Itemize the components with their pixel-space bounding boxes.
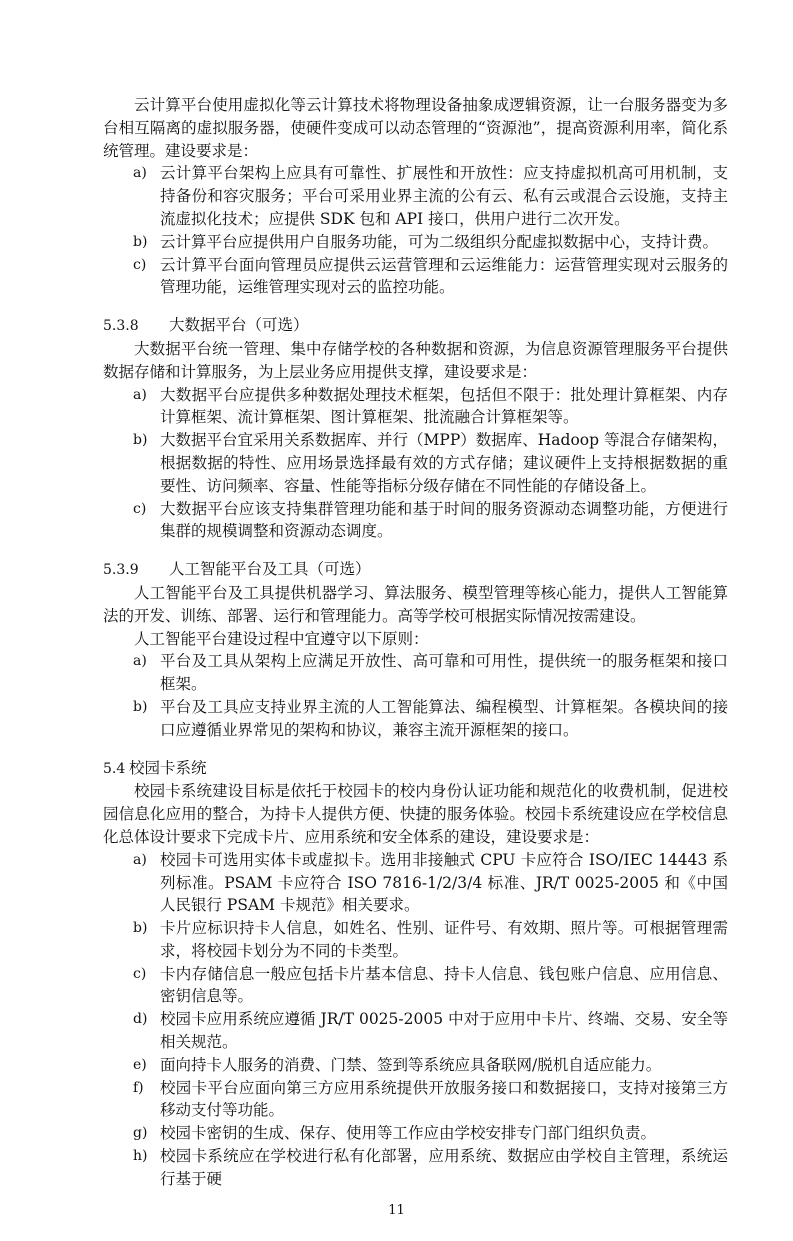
list-text: 大数据平台应提供多种数据处理技术框架，包括但不限于：批处理计算框架、内存计算框架、流计算框架、图计算框架、批流融合计算框架等。	[160, 385, 728, 427]
list-text: 面向持卡人服务的消费、门禁、签到等系统应具备联网/脱机自适应能力。	[160, 1055, 662, 1074]
list-label: d)	[133, 1011, 148, 1028]
list-label: f)	[133, 1079, 144, 1096]
section-number: 5.3.9	[103, 562, 139, 579]
list-item	[103, 650, 728, 696]
list-item	[103, 917, 728, 963]
list-label: c)	[133, 256, 147, 273]
section-title: 大数据平台（可选）	[169, 316, 309, 335]
list-item	[103, 1054, 728, 1077]
list-label: a)	[133, 165, 147, 182]
list-text: 平台及工具从架构上应满足开放性、高可靠和可用性，提供统一的服务框架和接口框架。	[160, 652, 728, 694]
list-text: 云计算平台架构上应具有可靠性、扩展性和开放性：应支持虚拟机高可用机制，支持备份和容灾服务；平台可采用业界主流的公有云、私有云或混合云设施，支持主流虚拟化技术；应提供 SDK 包和 API 接口，供用户进行二次开发。	[160, 164, 728, 228]
list-label: a)	[133, 653, 147, 670]
list-item	[103, 384, 728, 430]
list-item	[103, 849, 728, 917]
list-text: 大数据平台应该支持集群管理功能和基于时间的服务资源动态调整功能，方便进行集群的规模调整和资源动态调度。	[160, 499, 728, 541]
paragraph: 人工智能平台及工具提供机器学习、算法服务、模型管理等核心能力，提供人工智能算法的开发、训练、部署、运行和管理能力。高等学校可根据实际情况按需建设。	[103, 583, 728, 625]
list-label: c)	[133, 500, 147, 517]
list-item	[103, 498, 728, 544]
list-text: 校园卡系统应在学校进行私有化部署，应用系统、数据应由学校自主管理，系统运行基于硬	[160, 1147, 728, 1188]
list-label: b)	[133, 233, 148, 250]
list-label: c)	[133, 965, 147, 982]
list-text: 校园卡平台应面向第三方应用系统提供开放服务接口和数据接口，支持对接第三方移动支付等功能。	[160, 1078, 728, 1120]
list-text: 校园卡应用系统应遵循 JR/T 0025-2005 中对于应用中卡片、终端、交易、安全等相关规范。	[160, 1010, 728, 1052]
list-label: a)	[133, 851, 147, 868]
list-label: a)	[133, 386, 147, 403]
paragraph: 大数据平台统一管理、集中存储学校的各种数据和资源，为信息资源管理服务平台提供数据存储和计算服务，为上层业务应用提供支撑，建设要求是：	[103, 339, 728, 381]
list-label: e)	[133, 1056, 147, 1073]
list-label: b)	[133, 432, 148, 449]
section-heading-5-3-8	[103, 314, 728, 338]
list-item	[103, 231, 728, 254]
list-item	[103, 1077, 728, 1123]
list-text: 平台及工具应支持业界主流的人工智能算法、编程模型、计算框架。各模块间的接口应遵循业界常见的架构和协议，兼容主流开源框架的接口。	[160, 697, 728, 739]
list-item	[103, 963, 728, 1009]
list-text: 大数据平台宜采用关系数据库、并行（MPP）数据库、Hadoop 等混合存储架构，根据数据的特性、应用场景选择最有效的方式存储；建议硬件上支持根据数据的重要性、访问频率、容量、性能等指标分级存储在不同性能的存储设备上。	[160, 431, 728, 495]
section-number: 5.3.8	[103, 318, 139, 335]
section-number: 5.4	[103, 760, 126, 777]
section-title: 人工智能平台及工具（可选）	[169, 560, 371, 579]
list-item	[103, 254, 728, 300]
list-text: 卡内存储信息一般应包括卡片基本信息、持卡人信息、钱包账户信息、应用信息、密钥信息等。	[160, 964, 728, 1006]
list-text: 校园卡密钥的生成、保存、使用等工作应由学校安排专门部门组织负责。	[160, 1124, 657, 1143]
list-label: b)	[133, 698, 148, 715]
list-item	[103, 429, 728, 497]
list-item	[103, 1008, 728, 1054]
list-item	[103, 1145, 728, 1191]
section-title: 校园卡系统	[129, 758, 207, 777]
list-text: 云计算平台面向管理员应提供云运营管理和云运维能力：运营管理实现对云服务的管理功能，运维管理实现对云的监控功能。	[160, 255, 728, 297]
list-item	[103, 162, 728, 230]
paragraph: 人工智能平台建设过程中宜遵守以下原则：	[134, 629, 429, 648]
list-item	[103, 696, 728, 742]
section-heading-5-3-9	[103, 558, 728, 582]
list-item	[103, 1122, 728, 1145]
paragraph: 校园卡系统建设目标是依托于校园卡的校内身份认证功能和规范化的收费机制，促进校园信息化应用的整合，为持卡人提供方便、快捷的服务体验。校园卡系统建设应在学校信息化总体设计要求下完成卡片、应用系统和安全体系的建设，建设要求是：	[103, 782, 728, 846]
list-label: g)	[133, 1125, 148, 1142]
list-text: 云计算平台应提供用户自服务功能，可为二级组织分配虚拟数据中心，支持计费。	[160, 232, 719, 251]
intro-paragraph: 云计算平台使用虚拟化等云计算技术将物理设备抽象成逻辑资源，让一台服务器变为多台相互隔离的虚拟服务器，使硬件变成可以动态管理的“资源池”，提高资源利用率，简化系统管理。建设要求是：	[103, 96, 728, 160]
list-label: b)	[133, 920, 148, 937]
list-text: 卡片应标识持卡人信息，如姓名、性别、证件号、有效期、照片等。可根据管理需求，将校园卡划分为不同的卡类型。	[160, 919, 728, 960]
section-heading-5-4	[103, 757, 728, 781]
list-text: 校园卡可选用实体卡或虚拟卡。选用非接触式 CPU 卡应符合 ISO/IEC 14443 系列标准。PSAM 卡应符合 ISO 7816-1/2/3/4 标准、JR/T 0025-2005 和《中国人民银行 PSAM 卡规范》相关要求。	[160, 850, 728, 915]
list-label: h)	[133, 1148, 148, 1165]
page-number: 11	[388, 1202, 405, 1218]
